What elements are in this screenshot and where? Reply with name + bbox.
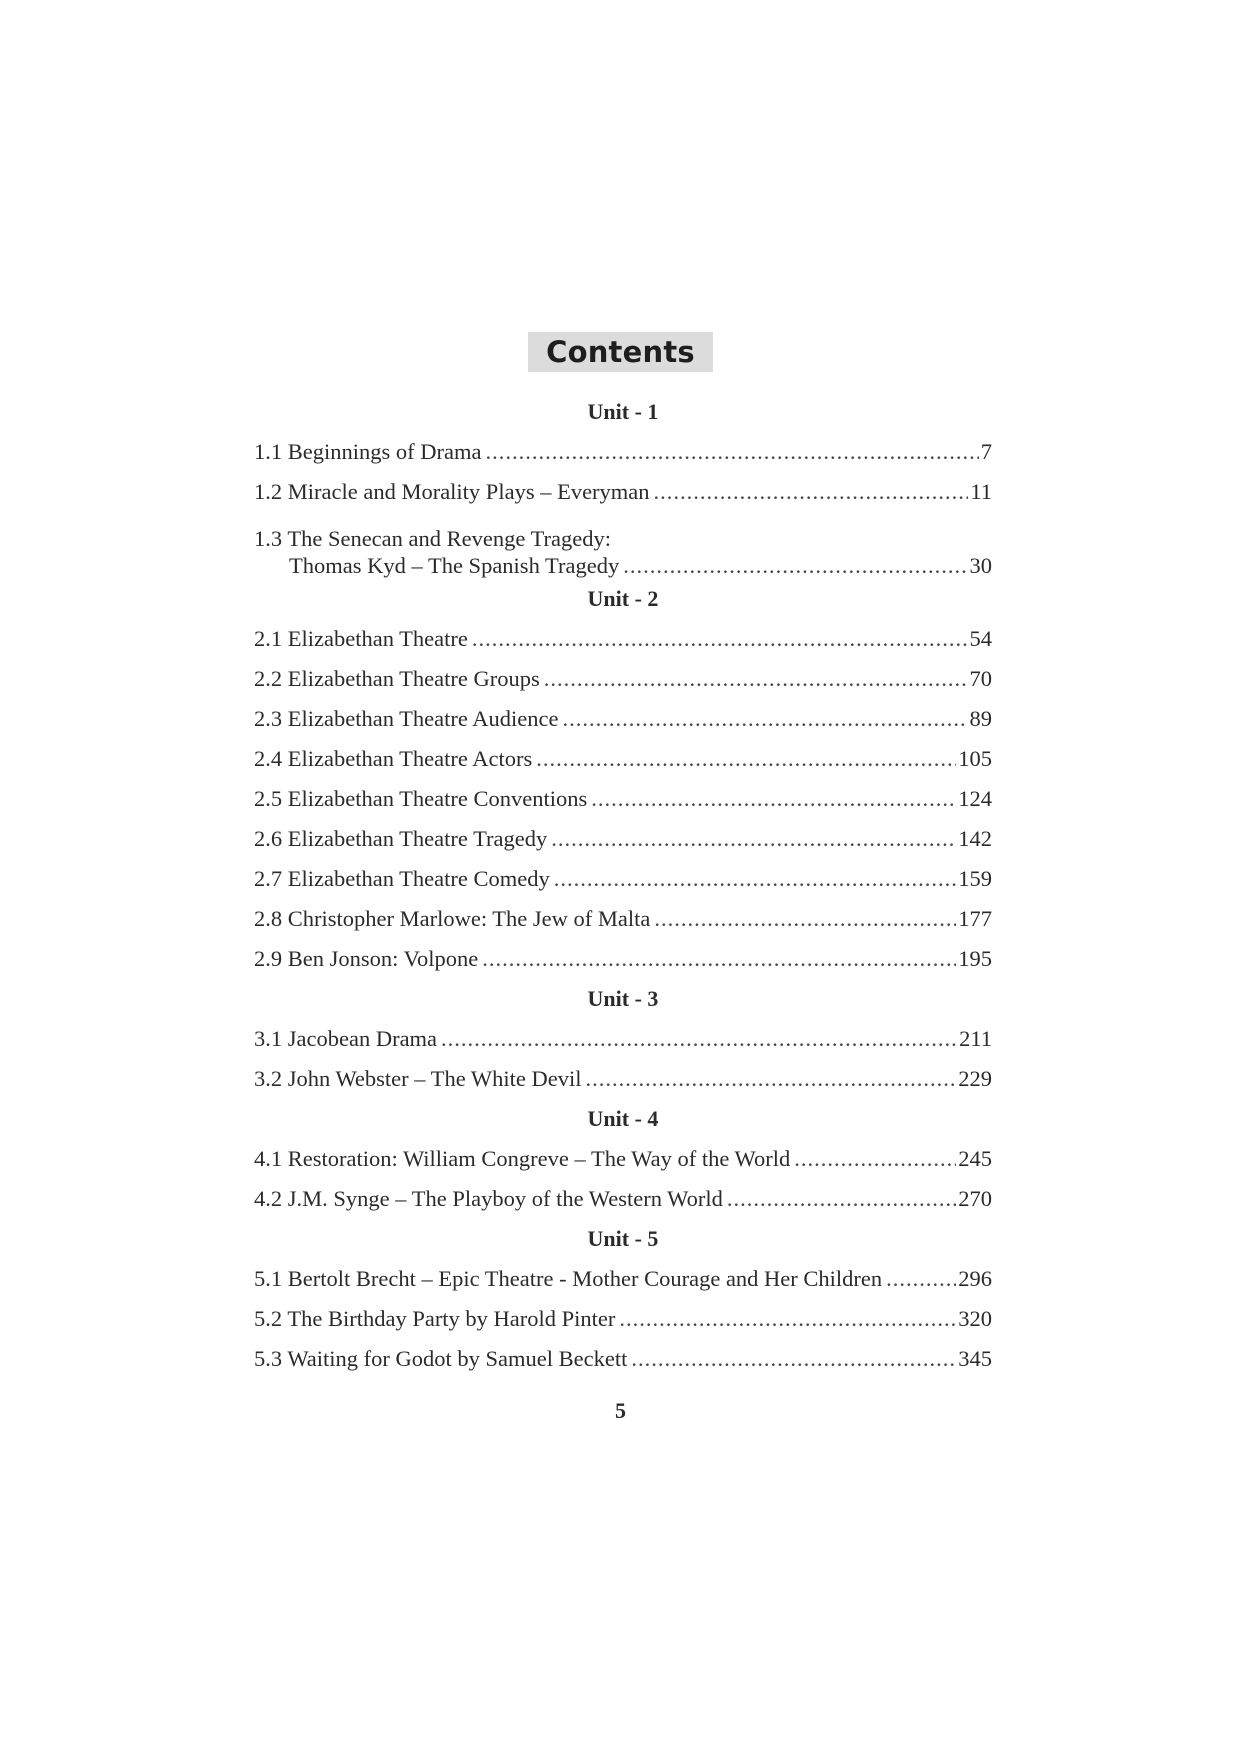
toc-entry-label: 2.8 Christopher Marlowe: The Jew of Malta: [254, 906, 651, 931]
dot-leader: [654, 472, 969, 512]
toc-entry-label: 5.2 The Birthday Party by Harold Pinter: [254, 1306, 616, 1331]
toc-entry-label: 2.1 Elizabethan Theatre: [254, 626, 468, 651]
unit-heading: Unit - 4: [587, 1106, 659, 1131]
toc-entry-label: 2.3 Elizabethan Theatre Audience: [254, 706, 559, 731]
toc-entry-label: 4.2 J.M. Synge – The Playboy of the Western World: [254, 1186, 723, 1211]
dot-leader: [654, 899, 956, 939]
toc-entry: [254, 659, 992, 699]
toc-entry: [254, 699, 992, 739]
toc-entry-page: 11: [970, 479, 992, 504]
toc-entry-page: 105: [958, 746, 992, 771]
toc-entry-label: 2.4 Elizabethan Theatre Actors: [254, 746, 533, 771]
toc-entry: [254, 1059, 992, 1099]
toc-entry-label: 2.2 Elizabethan Theatre Groups: [254, 666, 540, 691]
dot-leader: [619, 1299, 956, 1339]
dot-leader: [591, 779, 956, 819]
unit-heading: Unit - 1: [587, 399, 659, 424]
dot-leader: [623, 552, 967, 579]
dot-leader: [562, 699, 967, 739]
toc-entry-page: 70: [969, 666, 992, 691]
toc-entry: [254, 819, 992, 859]
toc-entry-label: 2.9 Ben Jonson: Volpone: [254, 946, 479, 971]
toc-entry: [254, 1339, 992, 1379]
toc-entry-label: 4.1 Restoration: William Congreve – The Way of the World: [254, 1146, 791, 1171]
toc-entry: [254, 1139, 992, 1179]
dot-leader: [485, 432, 978, 472]
dot-leader: [472, 619, 968, 659]
toc-entry-page: 245: [958, 1146, 992, 1171]
dot-leader: [544, 659, 968, 699]
toc-entry-page: 229: [958, 1066, 992, 1091]
dot-leader: [631, 1339, 956, 1379]
toc-entry-page: 124: [958, 786, 992, 811]
dot-leader: [727, 1179, 956, 1219]
toc-entry-page: 211: [959, 1026, 992, 1051]
toc-entry-page: 195: [958, 946, 992, 971]
toc-entry-page: 7: [980, 439, 992, 464]
dot-leader: [482, 939, 956, 979]
toc-entry-page: 177: [958, 906, 992, 931]
unit-heading: Unit - 2: [587, 586, 659, 611]
toc-entry-page: 270: [958, 1186, 992, 1211]
toc-entry-label: 3.1 Jacobean Drama: [254, 1026, 438, 1051]
toc-entry-label: 5.3 Waiting for Godot by Samuel Beckett: [254, 1346, 628, 1371]
toc-entry-label-continuation: Thomas Kyd – The Spanish Tragedy: [289, 553, 620, 578]
toc-entry-page: 54: [969, 626, 992, 651]
dot-leader: [554, 859, 957, 899]
toc-entry-label: 1.1 Beginnings of Drama: [254, 439, 482, 464]
toc-entry-label: 2.5 Elizabethan Theatre Conventions: [254, 786, 588, 811]
table-of-contents: [254, 392, 992, 1379]
toc-entry-label: 2.6 Elizabethan Theatre Tragedy: [254, 826, 548, 851]
toc-entry-label: 1.3 The Senecan and Revenge Tragedy:: [254, 526, 612, 551]
toc-entry-label: 5.1 Bertolt Brecht – Epic Theatre - Mother Courage and Her Children: [254, 1266, 883, 1291]
toc-entry-label-group: [254, 525, 619, 579]
dot-leader: [794, 1139, 956, 1179]
toc-entry-page: 320: [958, 1306, 992, 1331]
toc-entry: [254, 739, 992, 779]
title-wrap: [0, 332, 1241, 372]
toc-entry: [254, 939, 992, 979]
toc-entry-page: 296: [958, 1266, 992, 1291]
toc-entry-page: 89: [969, 706, 992, 731]
page-title: Contents: [528, 332, 713, 372]
toc-entry: [254, 1179, 992, 1219]
toc-entry-page: 159: [958, 866, 992, 891]
toc-entry: [254, 859, 992, 899]
dot-leader: [441, 1019, 957, 1059]
toc-entry: [254, 899, 992, 939]
toc-entry-label: 1.2 Miracle and Morality Plays – Everyman: [254, 479, 650, 504]
toc-entry-label: 2.7 Elizabethan Theatre Comedy: [254, 866, 550, 891]
toc-entry-page: 142: [958, 826, 992, 851]
unit-heading: Unit - 3: [587, 986, 659, 1011]
toc-entry-page: 345: [958, 1346, 992, 1371]
dot-leader: [886, 1259, 956, 1299]
toc-entry-page: 30: [969, 553, 992, 578]
toc-entry: [254, 619, 992, 659]
toc-entry: [254, 472, 992, 512]
dot-leader: [586, 1059, 957, 1099]
toc-entry: [254, 1259, 992, 1299]
toc-entry: [254, 779, 992, 819]
dot-leader: [536, 739, 956, 779]
dot-leader: [551, 819, 956, 859]
toc-entry: [254, 432, 992, 472]
unit-heading: Unit - 5: [587, 1226, 659, 1251]
toc-entry: [254, 1019, 992, 1059]
page-number: 5: [615, 1398, 626, 1423]
toc-entry: [254, 1299, 992, 1339]
toc-entry: [254, 512, 992, 579]
toc-entry-label: 3.2 John Webster – The White Devil: [254, 1066, 582, 1091]
